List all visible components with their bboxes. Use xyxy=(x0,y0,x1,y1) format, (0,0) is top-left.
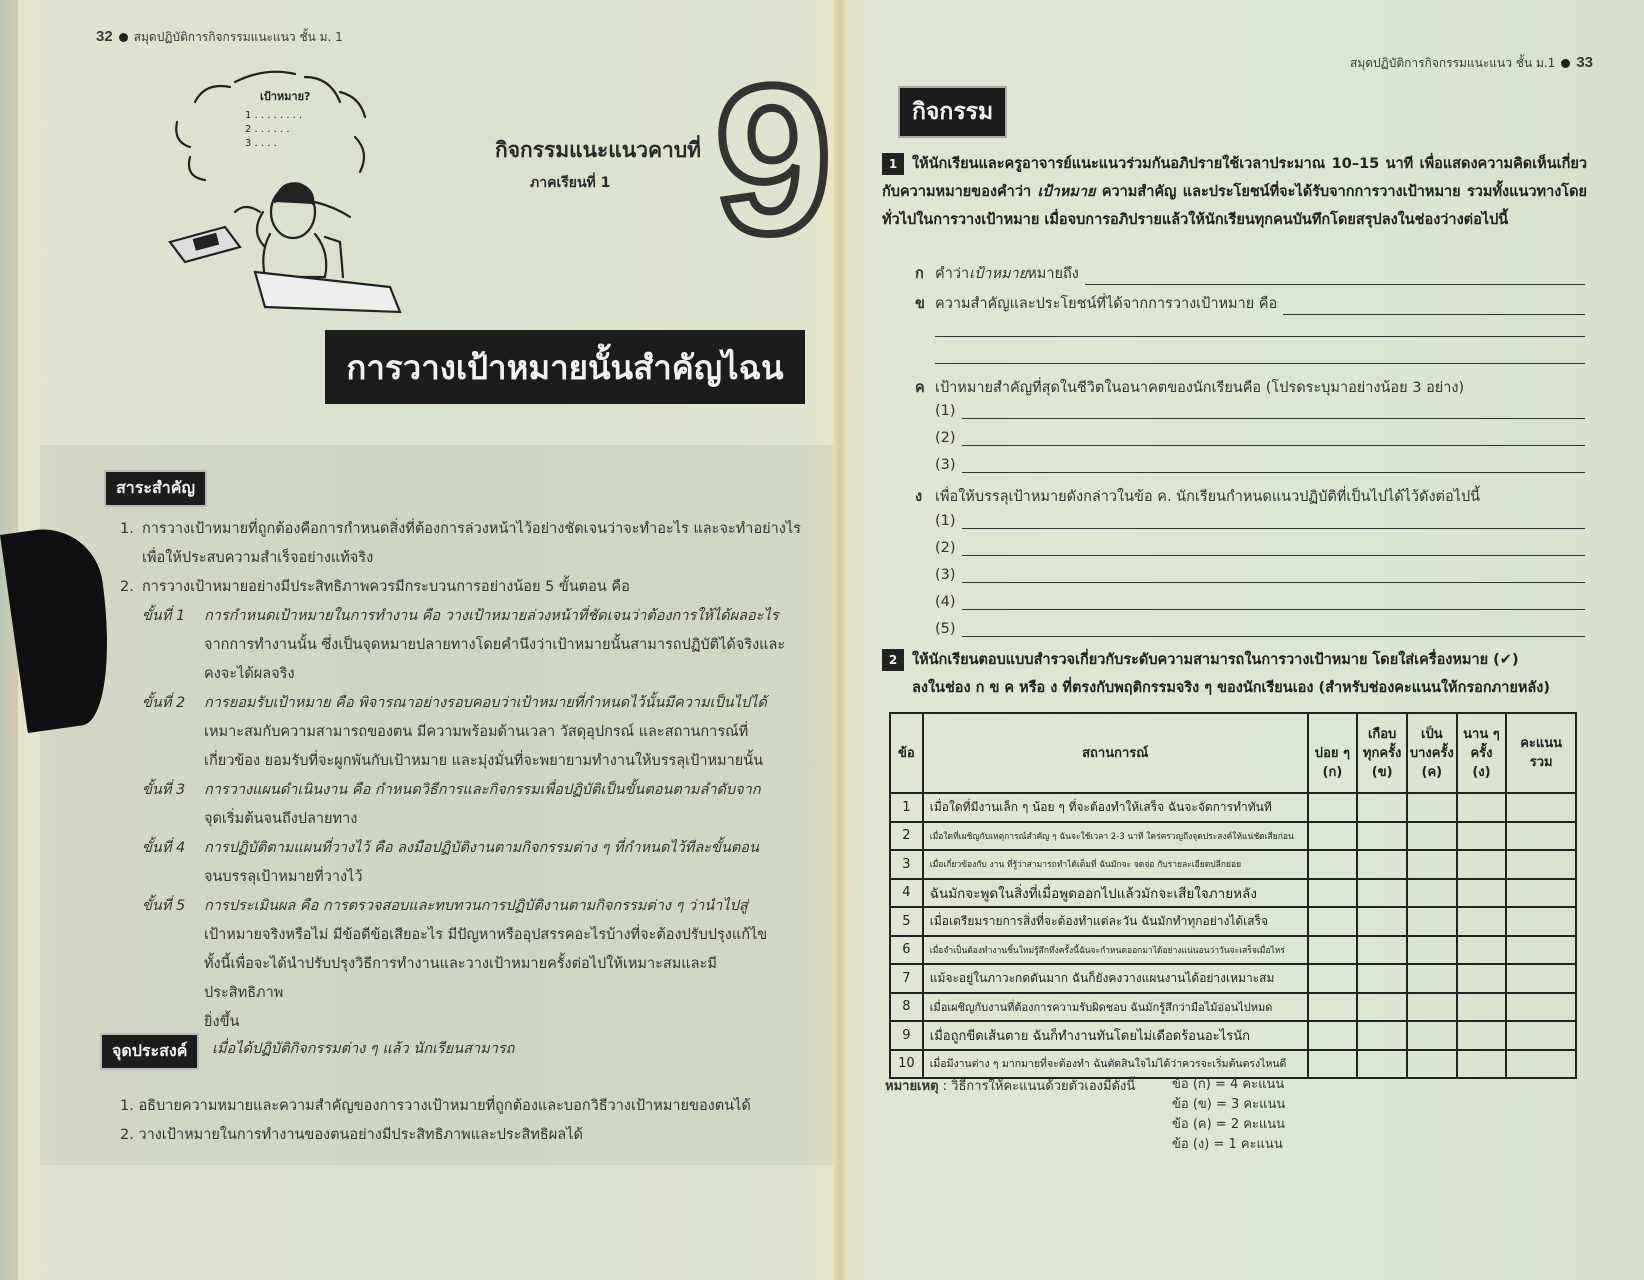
check-cell-b[interactable] xyxy=(1357,793,1407,822)
header-sometimes: เป็น บางครั้ง (ค) xyxy=(1407,713,1457,793)
objective-item: 1. อธิบายความหมายและความสำคัญของการวางเป้าหมายที่ถูกต้องและบอกวิธีวางเป้าหมายของตนได้ xyxy=(120,1098,751,1114)
scoring-item: ข้อ (ง) = 1 คะแนน xyxy=(1172,1137,1283,1152)
check-cell-b[interactable] xyxy=(1357,1050,1407,1079)
scoring-note: หมายเหตุ : วิธีการให้คะแนนด้วยตัวเองมีดังนี้ xyxy=(885,1079,1136,1094)
check-cell-b[interactable] xyxy=(1357,822,1407,851)
page-number: 32 xyxy=(96,28,113,45)
scoring-list xyxy=(1172,1075,1285,1155)
answer-line[interactable] xyxy=(962,404,1585,419)
check-cell-a[interactable] xyxy=(1308,1021,1358,1050)
question-d: ง เพื่อให้บรรลุเป้าหมายดังกล่าวในข้อ ค. นักเรียนกำหนดแนวปฏิบัติที่เป็นไปได้ไว้ดังต่อไปนี้ xyxy=(915,489,1481,505)
question-c-item-3: (3) xyxy=(935,457,1585,473)
check-cell-a[interactable] xyxy=(1308,850,1358,879)
header-situation: สถานการณ์ xyxy=(923,713,1308,793)
goal-setting-survey-table xyxy=(889,712,1577,1079)
thinking-student-illustration xyxy=(165,62,425,322)
check-cell-b[interactable] xyxy=(1357,907,1407,936)
svg-text:1 . . . . . . . .: 1 . . . . . . . . xyxy=(245,110,303,121)
check-cell-a[interactable] xyxy=(1308,936,1358,965)
check-cell-d[interactable] xyxy=(1457,822,1507,851)
check-cell-c[interactable] xyxy=(1407,850,1457,879)
check-cell-d[interactable] xyxy=(1457,1021,1507,1050)
check-cell-d[interactable] xyxy=(1457,907,1507,936)
key-point-2: 2. การวางเป้าหมายอย่างมีประสิทธิภาพควรมีกระบวนการอย่างน้อย 5 ขั้นตอน คือ xyxy=(120,579,630,595)
check-cell-d[interactable] xyxy=(1457,879,1507,908)
score-cell[interactable] xyxy=(1506,822,1576,851)
check-cell-c[interactable] xyxy=(1407,964,1457,993)
lesson-title-banner xyxy=(325,330,805,404)
score-cell[interactable] xyxy=(1506,1050,1576,1079)
table-row: 4 ฉันมักจะพูดในสิ่งที่เมื่อพูดออกไปแล้วมักจะเสียใจภายหลัง xyxy=(890,879,1576,908)
check-cell-c[interactable] xyxy=(1407,993,1457,1022)
scoring-item: ข้อ (ค) = 2 คะแนน xyxy=(1172,1117,1286,1132)
check-cell-d[interactable] xyxy=(1457,936,1507,965)
check-cell-b[interactable] xyxy=(1357,993,1407,1022)
score-cell[interactable] xyxy=(1506,964,1576,993)
check-cell-a[interactable] xyxy=(1308,993,1358,1022)
check-cell-b[interactable] xyxy=(1357,964,1407,993)
scoring-item: ข้อ (ก) = 4 คะแนน xyxy=(1172,1077,1285,1092)
question-c-item-2: (2) xyxy=(935,430,1585,446)
header-total-score: คะแนน รวม xyxy=(1506,713,1576,793)
book-spine xyxy=(833,0,848,1280)
objectives-heading: จุดประสงค์ xyxy=(100,1033,199,1070)
check-cell-d[interactable] xyxy=(1457,793,1507,822)
svg-text:2 . . . . . .: 2 . . . . . . xyxy=(245,124,290,135)
check-cell-c[interactable] xyxy=(1407,907,1457,936)
score-cell[interactable] xyxy=(1506,993,1576,1022)
bullet-icon xyxy=(119,33,128,42)
check-cell-a[interactable] xyxy=(1308,793,1358,822)
table-row: 8 เมื่อเผชิญกับงานที่ต้องการความรับผิดชอบ ฉันมักรู้สึกว่ามือไม้อ่อนไปหมด xyxy=(890,993,1576,1022)
question-d-item-2: (2) xyxy=(935,540,1585,556)
check-cell-d[interactable] xyxy=(1457,993,1507,1022)
answer-line[interactable] xyxy=(962,458,1585,473)
lesson-label: กิจกรรมแนะแนวคาบที่ xyxy=(495,138,702,162)
book-title: สมุดปฏิบัติการกิจกรรมแนะแนว ชั้น ม.1 xyxy=(1350,56,1556,70)
objective-item: 2. วางเป้าหมายในการทำงานของตนอย่างมีประสิทธิภาพและประสิทธิผลได้ xyxy=(120,1127,583,1143)
score-cell[interactable] xyxy=(1506,907,1576,936)
answer-line[interactable] xyxy=(962,541,1585,556)
header-no: ข้อ xyxy=(890,713,923,793)
table-row: 5 เมื่อเตรียมรายการสิ่งที่จะต้องทำแต่ละวัน ฉันมักทำทุกอย่างได้เสร็จ xyxy=(890,907,1576,936)
check-cell-c[interactable] xyxy=(1407,936,1457,965)
check-cell-b[interactable] xyxy=(1357,850,1407,879)
note-label: หมายเหตุ xyxy=(885,1079,939,1094)
score-cell[interactable] xyxy=(1506,850,1576,879)
lesson-title: การวางเป้าหมายนั้นสำคัญไฉน xyxy=(346,347,784,387)
table-row: 9 เมื่อถูกขีดเส้นตาย ฉันก็ทำงานทันโดยไม่เดือดร้อนอะไรนัก xyxy=(890,1021,1576,1050)
svg-text:3 . . . .: 3 . . . . xyxy=(245,138,277,149)
score-cell[interactable] xyxy=(1506,879,1576,908)
check-cell-a[interactable] xyxy=(1308,907,1358,936)
question-d-item-3: (3) xyxy=(935,567,1585,583)
score-cell[interactable] xyxy=(1506,1021,1576,1050)
table-row: 6 เมื่อจำเป็นต้องทำงานชิ้นใหม่รู้สึกทึ่งครั้งนี้ฉันจะกำหนดออกมาได้อย่างแน่นอนว่าวันจะเสร็จเมื่อไหร่ xyxy=(890,936,1576,965)
answer-line[interactable] xyxy=(962,431,1585,446)
question-c-item-1: (1) xyxy=(935,403,1585,419)
header-often: บ่อย ๆ (ก) xyxy=(1308,713,1358,793)
activity-heading: กิจกรรม xyxy=(898,86,1007,138)
bullet-icon xyxy=(1561,59,1570,68)
question-d-item-4: (4) xyxy=(935,594,1585,610)
key-point-1: 1. การวางเป้าหมายที่ถูกต้องคือการกำหนดสิ่งที่ต้องการล่วงหน้าไว้อย่างชัดเจนว่าจะทำอะไร และจะทำอย่างไร เพื่อให้ประสบความสำเร็จอย่างแท้จริง xyxy=(120,521,801,566)
check-cell-a[interactable] xyxy=(1308,879,1358,908)
score-cell[interactable] xyxy=(1506,936,1576,965)
table-row: 1 เมื่อใดที่มีงานเล็ก ๆ น้อย ๆ ที่จะต้องทำให้เสร็จ ฉันจะจัดการทำทันที xyxy=(890,793,1576,822)
score-cell[interactable] xyxy=(1506,793,1576,822)
answer-line[interactable] xyxy=(962,514,1585,529)
page-number: 33 xyxy=(1576,54,1594,71)
check-cell-b[interactable] xyxy=(1357,879,1407,908)
question-b: ข ความสำคัญและประโยชน์ที่ได้จากการวางเป้าหมาย คือ xyxy=(915,292,1585,315)
answer-line[interactable] xyxy=(1283,300,1585,315)
answer-line[interactable] xyxy=(935,362,1585,364)
activity-number-badge: 1 xyxy=(882,153,904,175)
table-header-row xyxy=(890,713,1576,793)
table-row: 10 เมื่อมีงานต่าง ๆ มากมายที่จะต้องทำ ฉันตัดสินใจไม่ได้ว่าควรจะเริ่มต้นตรงไหนดี xyxy=(890,1050,1576,1079)
question-d-item-5: (5) xyxy=(935,621,1585,637)
objectives-list xyxy=(120,1092,820,1150)
question-d-item-1: (1) xyxy=(935,513,1585,529)
answer-line[interactable] xyxy=(1085,270,1585,285)
table-row: 3 เมื่อเกี่ยวข้องกับ งาน ที่รู้ว่าสามารถทำได้เต็มที่ ฉันมักจะ จดจ่อ กับรายละเอียดปลีกย่อย xyxy=(890,850,1576,879)
answer-line[interactable] xyxy=(962,622,1585,637)
check-cell-b[interactable] xyxy=(1357,1021,1407,1050)
header-almost-always: เกือบ ทุกครั้ง (ข) xyxy=(1357,713,1407,793)
check-cell-a[interactable] xyxy=(1308,1050,1358,1079)
check-cell-c[interactable] xyxy=(1407,879,1457,908)
key-points-heading: สาระสำคัญ xyxy=(104,470,207,507)
check-cell-b[interactable] xyxy=(1357,936,1407,965)
activity-1-instruction: 1 ให้นักเรียนและครูอาจารย์แนะแนวร่วมกันอภิปรายใช้เวลาประมาณ 10–15 นาที เพื่อแสดงความคิดเห็นเกี่ยวกับความหมายของคำว่า เป้าหมาย ความสำคัญ และประโยชน์ที่จะได้รับจากการวางเป้าหมาย รวมทั้งแนวทางโดยทั่วไปในการวางเป้าหมาย เมื่อจบการอภิปรายแล้วให้นักเรียนทุกคนบันทึกโดยสรุปลงในช่องว่างต่อไปนี้ xyxy=(882,150,1587,234)
check-cell-c[interactable] xyxy=(1407,1050,1457,1079)
check-cell-d[interactable] xyxy=(1457,1050,1507,1079)
scoring-item: ข้อ (ข) = 3 คะแนน xyxy=(1172,1097,1286,1112)
table-row: 2 เมื่อใดที่เผชิญกับเหตุการณ์สำคัญ ๆ ฉันจะใช้เวลา 2-3 นาที ใคร่ครวญถึงจุดประสงค์ให้แน่ชัดเสียก่อน xyxy=(890,822,1576,851)
check-cell-c[interactable] xyxy=(1407,1021,1457,1050)
check-cell-d[interactable] xyxy=(1457,964,1507,993)
objectives-intro: เมื่อได้ปฏิบัติกิจกรรมต่าง ๆ แล้ว นักเรียนสามารถ xyxy=(212,1041,515,1057)
answer-line[interactable] xyxy=(962,595,1585,610)
check-cell-a[interactable] xyxy=(1308,822,1358,851)
activity-2-instruction: 2 ให้นักเรียนตอบแบบสำรวจเกี่ยวกับระดับความสามารถในการวางเป้าหมาย โดยใส่เครื่องหมาย (✔) ลงในช่อง ก ข ค หรือ ง ที่ตรงกับพฤติกรรมจริง ๆ ของนักเรียนเอง (สำหรับช่องคะแนนให้กรอกภายหลัง) xyxy=(882,646,1587,702)
question-c: ค เป้าหมายสำคัญที่สุดในชีวิตในอนาคตของนักเรียนคือ (โปรดระบุมาอย่างน้อย 3 อย่าง) xyxy=(915,380,1465,396)
right-running-head xyxy=(1350,54,1593,73)
book-title: สมุดปฏิบัติการกิจกรรมแนะแนว ชั้น ม. 1 xyxy=(133,30,343,44)
check-cell-a[interactable] xyxy=(1308,964,1358,993)
term-label: ภาคเรียนที่ 1 xyxy=(530,175,611,191)
check-cell-c[interactable] xyxy=(1407,822,1457,851)
answer-line[interactable] xyxy=(962,568,1585,583)
activity-number-badge: 2 xyxy=(882,649,904,671)
question-a: ก คำว่า เป้าหมาย หมายถึง xyxy=(915,262,1585,285)
table-row: 7 แม้จะอยู่ในภาวะกดดันมาก ฉันก็ยังคงวางแผนงานได้อย่างเหมาะสม xyxy=(890,964,1576,993)
thought-title: เป้าหมาย? xyxy=(260,90,311,103)
answer-line[interactable] xyxy=(935,335,1585,337)
lesson-number: 9 xyxy=(715,42,832,277)
check-cell-c[interactable] xyxy=(1407,793,1457,822)
left-running-head xyxy=(96,28,343,47)
check-cell-d[interactable] xyxy=(1457,850,1507,879)
header-rarely: นาน ๆ ครั้ง (ง) xyxy=(1457,713,1507,793)
